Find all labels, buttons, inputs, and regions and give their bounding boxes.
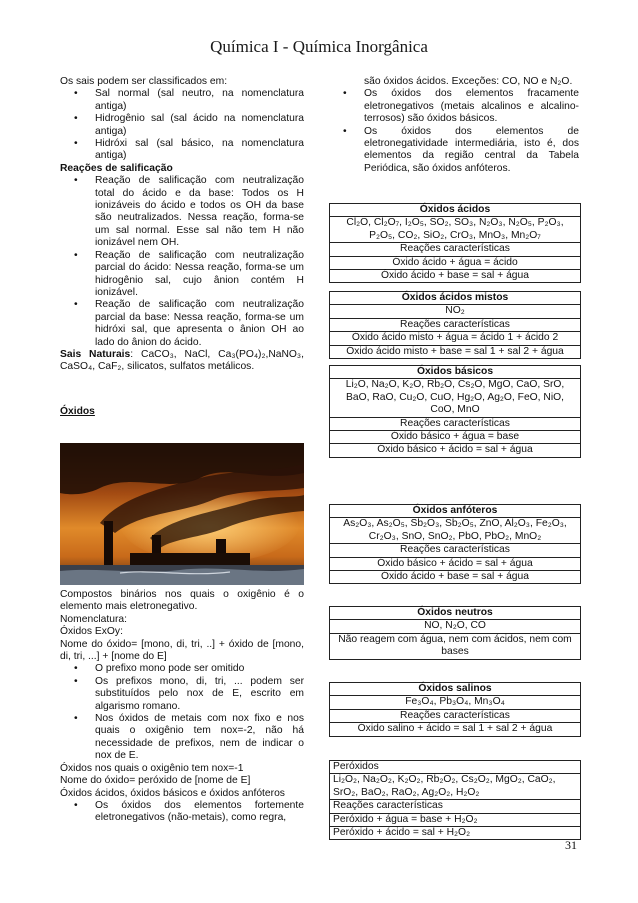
salificacao-heading: Reações de salificação (60, 162, 173, 174)
box-title: Óxidos neutros (417, 607, 493, 618)
peroxidos-box (329, 760, 581, 840)
oxidos-acidos-box (329, 203, 581, 283)
sais-naturais-label: Sais Naturais (60, 348, 131, 360)
box-reaction: Peróxido + ácido = sal + H₂O₂ (330, 826, 580, 839)
list-item: • O prefixo mono pode ser omitido (60, 663, 304, 675)
sais-intro: Os sais podem ser classificados em: (60, 76, 228, 87)
box-examples: Cl₂O, Cl₂O₇, I₂O₅, SO₂, SO₃, N₂O₃, N₂O₅, P₂O₃, P₂O₅, CO₂, SiO₂, CrO₃, MnO₃, Mn₂O₇ (330, 216, 580, 242)
box-description: Não reagem com água, nem com ácidos, nem com bases (330, 633, 580, 659)
list-item: • Os óxidos dos elementos fracamente eletronegativos (metais alcalinos e alcalino-terrosos) são óxidos básicos. (329, 88, 579, 125)
oxidos-basicos-box (329, 365, 581, 458)
nomenclatura-label: Nomenclatura: (60, 613, 127, 625)
box-reaction: Óxido básico + água = base (330, 430, 580, 443)
list-item: • Hidróxi sal (sal básico, na nomenclatura antiga) (60, 138, 304, 163)
box-reactions-label: Reações características (330, 242, 580, 255)
sais-naturais (60, 349, 304, 374)
acid-list (60, 800, 304, 825)
box-title: Óxidos ácidos (419, 204, 491, 215)
right-column (329, 76, 579, 175)
box-reactions-label: Reações características (330, 543, 580, 556)
box-title: Óxidos ácidos mistos (401, 292, 509, 303)
box-title: Peróxidos (333, 761, 379, 772)
box-examples: Li₂O, Na₂O, K₂O, Rb₂O, Cs₂O, MgO, CaO, SrO, BaO, RaO, Cu₂O, CuO, Hg₂O, Ag₂O, FeO, NiO, CoO, MnO (330, 378, 580, 416)
box-examples: As₂O₃, As₂O₅, Sb₂O₃, Sb₂O₅, ZnO, Al₂O₃, Fe₂O₃, Cr₂O₃, SnO, SnO₂, PbO, PbO₂, MnO₂ (330, 517, 580, 543)
box-reaction: Óxido ácido misto + base = sal 1 + sal 2 + água (330, 345, 580, 358)
page-number: 31 (565, 838, 577, 852)
box-reaction: Óxido ácido + água = ácido (330, 256, 580, 269)
oxidos-formula: Óxidos ExOy: (60, 626, 123, 638)
list-item: • Hidrogênio sal (sal ácido na nomenclatura antiga) (60, 113, 304, 138)
list-item: • Nos óxidos de metais com nox fixo e nos quais o oxigênio tem nox=-2, não há necessidade de prefixos, nem de indicar o nox de E. (60, 713, 304, 763)
nome-oxido-rule: Nome do óxido= [mono, di, tri, ..] + óxido de [mono, di, tri, ...] + [nome do E] (60, 638, 304, 663)
oxidos-types: Óxidos ácidos, óxidos básicos e óxidos anfóteros (60, 787, 285, 799)
oxidos-acidos-mistos-box (329, 291, 581, 359)
box-examples: NO₂ (330, 304, 580, 317)
oxidos-neutros-box (329, 606, 581, 660)
box-examples: Fe₃O₄, Pb₃O₄, Mn₃O₄ (330, 695, 580, 708)
oxidos-definition: Compostos binários nos quais o oxigênio é o elemento mais eletronegativo. (60, 589, 304, 613)
smokestacks-photo (60, 443, 304, 585)
sais-class-list (60, 88, 304, 162)
box-title: Óxidos salinos (418, 683, 492, 694)
box-reaction: Óxido básico + ácido = sal + água (330, 443, 580, 456)
list-item: • Reação de salificação com neutralização parcial do ácido: Nessa reação, forma-se um hidrogênio sal, cujo ânion contém H ionizável. (60, 250, 304, 300)
box-examples: NO, N₂O, CO (330, 619, 580, 632)
oxidos-anfoteros-box (329, 504, 581, 584)
box-reaction: Óxido ácido + base = sal + água (330, 269, 580, 282)
list-item: • Os prefixos mono, di, tri, ... podem ser substituídos pelo nox de E, escrito em algarismo romano. (60, 676, 304, 713)
oxidos-heading: Óxidos (60, 405, 95, 417)
salificacao-list (60, 175, 304, 349)
list-item: • Os óxidos dos elementos fortemente eletronegativos (não-metais), como regra, (60, 800, 304, 825)
box-reactions-label: Reações características (330, 417, 580, 430)
box-examples: Li₂O₂, Na₂O₂, K₂O₂, Rb₂O₂, Cs₂O₂, MgO₂, CaO₂, SrO₂, BaO₂, RaO₂, Ag₂O₂, H₂O₂ (330, 773, 580, 799)
oxidos-salinos-box (329, 682, 581, 737)
box-reactions-label: Reações características (330, 318, 580, 331)
list-item: • Sal normal (sal neutro, na nomenclatura antiga) (60, 88, 304, 113)
peroxido-nox: Óxidos nos quais o oxigênio tem nox=-1 (60, 762, 244, 774)
peroxido-nome: Nome do óxido= peróxido de [nome de E] (60, 775, 251, 787)
list-item: • Reação de salificação com neutralização parcial da base: Nessa reação, forma-se um hidróxi sal, que apresenta o ânion OH ao lado do ânion do ácido. (60, 299, 304, 349)
box-reaction: Peróxido + água = base + H₂O₂ (330, 813, 580, 826)
nomenclatura-list (60, 663, 304, 762)
list-item: • Reação de salificação com neutralização total do ácido e da base: Todos os H ionizáveis do ácido e todos os OH da base são neutralizados. Nessa reação, forma-se um sal normal. Esse sal não tem H não ionizável nem OH. (60, 175, 304, 249)
page-title: Química I - Química Inorgânica (210, 37, 428, 56)
box-title: Óxidos anfóteros (412, 505, 498, 516)
box-reactions-label: Reações características (330, 799, 580, 812)
box-reactions-label: Reações características (330, 709, 580, 722)
oxidos-rules-list (329, 88, 579, 175)
box-title: Óxidos básicos (416, 366, 494, 377)
sais-naturais-text: : CaCO₃, NaCl, Ca₃(PO₄)₂,NaNO₃, CaSO₄, CaF₂, silicatos, sulfatos metálicos. (60, 348, 304, 373)
box-reaction: Óxido salino + ácido = sal 1 + sal 2 + água (330, 722, 580, 735)
acidos-continuation: são óxidos ácidos. Exceções: CO, NO e N₂O. (364, 76, 573, 87)
box-reaction: Óxido ácido + base = sal + água (330, 570, 580, 583)
box-reaction: Óxido ácido misto + água = ácido 1 + ácido 2 (330, 331, 580, 344)
left-column (60, 76, 304, 418)
left-column-lower (60, 589, 304, 825)
box-reaction: Óxido básico + ácido = sal + água (330, 557, 580, 570)
list-item: • Os óxidos dos elementos de eletronegatividade intermediária, isto é, dos elementos da região central da Tabela Periódica, são óxidos anfóteros. (329, 126, 579, 176)
